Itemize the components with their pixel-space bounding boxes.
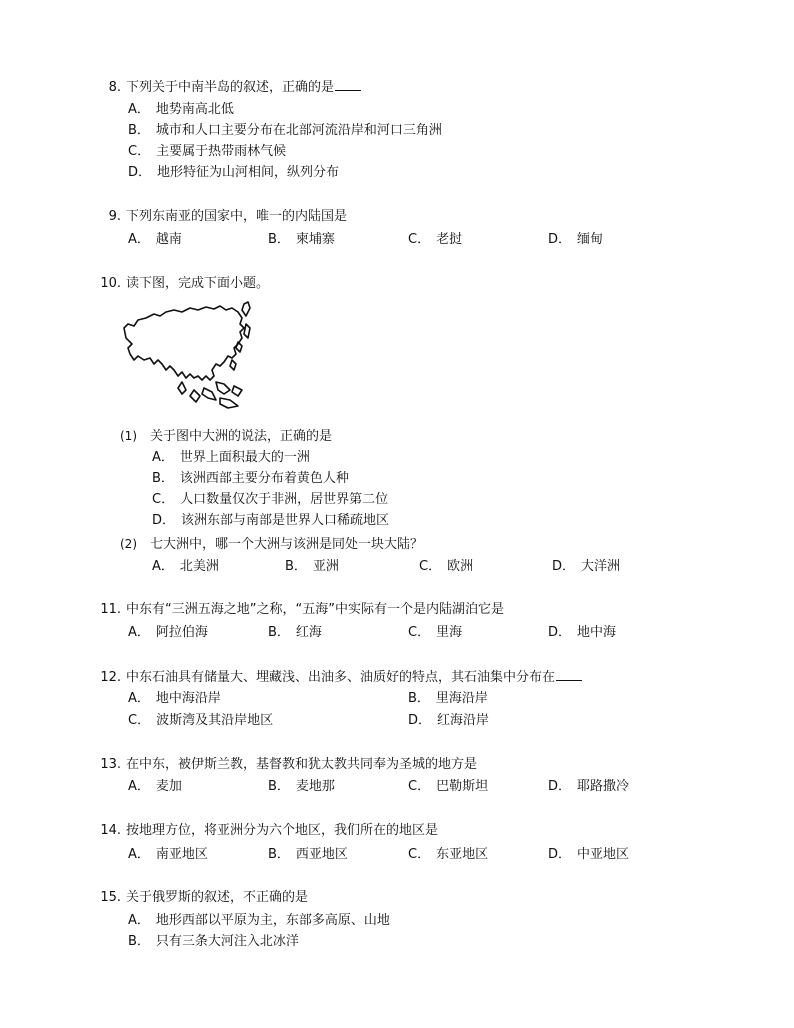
asia-outline-map [120, 298, 255, 413]
question-stem [99, 822, 438, 840]
subquestion-2-stem [120, 535, 423, 554]
option-b[interactable]: B． 柬埔寨 [268, 232, 335, 247]
option-a[interactable]: A． 世界上面积最大的一洲 [152, 450, 310, 465]
question-number: 14. [100, 823, 121, 838]
option-a[interactable]: A． 地势南高北低 [128, 102, 234, 117]
answer-blank [556, 668, 582, 681]
option-a[interactable]: A． 南亚地区 [128, 847, 208, 862]
question-number: 9. [108, 209, 121, 224]
option-c[interactable]: C． 主要属于热带雨林气候 [128, 144, 287, 159]
option-c[interactable]: C． 里海 [408, 625, 463, 640]
option-c[interactable]: C． 欧洲 [419, 559, 474, 574]
question-number: 13. [100, 757, 121, 772]
question-stem [99, 756, 477, 774]
subquestion-number: (2) [120, 537, 137, 551]
option-d[interactable]: D． 大洋洲 [552, 559, 621, 574]
option-c[interactable]: C． 老挝 [408, 232, 463, 247]
question-stem [99, 275, 269, 293]
option-b[interactable]: B． 该洲西部主要分布着黄色人种 [152, 471, 349, 486]
question-number: 12. [100, 670, 121, 685]
option-b[interactable]: B． 只有三条大河注入北冰洋 [128, 934, 299, 949]
question-stem [99, 889, 308, 907]
option-b[interactable]: B． 西亚地区 [268, 847, 348, 862]
option-b[interactable]: B． 里海沿岸 [408, 691, 488, 706]
option-c[interactable]: C． 东亚地区 [408, 847, 489, 862]
subquestion-number: (1) [120, 429, 137, 443]
question-number: 8. [108, 80, 121, 95]
answer-blank [335, 78, 361, 91]
question-text: 下列东南亚的国家中，唯一的内陆国是 [126, 209, 348, 224]
question-text: 下列关于中南半岛的叙述，正确的是 [126, 80, 335, 95]
question-number: 15. [100, 890, 121, 905]
question-stem [99, 78, 361, 97]
question-number: 11. [100, 602, 121, 617]
option-b[interactable]: B． 红海 [268, 625, 322, 640]
option-b[interactable]: B． 麦地那 [268, 779, 335, 794]
subquestion-text: 七大洲中，哪一个大洲与该洲是同处一块大陆？ [150, 537, 424, 552]
subquestion-text: 关于图中大洲的说法，正确的是 [150, 429, 333, 444]
subquestion-1-stem [120, 427, 332, 446]
option-d[interactable]: D． 该洲东部与南部是世界人口稀疏地区 [152, 513, 390, 528]
option-a[interactable]: A． 北美洲 [152, 559, 219, 574]
question-stem [99, 601, 504, 619]
option-c[interactable]: C． 巴勒斯坦 [408, 779, 489, 794]
option-a[interactable]: A． 地中海沿岸 [128, 691, 221, 706]
question-number: 10. [100, 276, 121, 291]
option-b[interactable]: B． 城市和人口主要分布在北部河流沿岸和河口三角洲 [128, 123, 442, 138]
option-d[interactable]: D． 红海沿岸 [408, 713, 490, 728]
question-stem [99, 208, 347, 226]
option-d[interactable]: D． 中亚地区 [548, 847, 630, 862]
option-a[interactable]: A． 麦加 [128, 779, 182, 794]
option-d[interactable]: D． 缅甸 [548, 232, 604, 247]
option-a[interactable]: A． 地形西部以平原为主，东部多高原、山地 [128, 913, 390, 928]
option-a[interactable]: A． 越南 [128, 232, 182, 247]
question-text: 读下图，完成下面小题。 [126, 276, 270, 291]
question-text: 在中东，被伊斯兰教，基督教和犹太教共同奉为圣城的地方是 [126, 757, 478, 772]
option-c[interactable]: C． 人口数量仅次于非洲，居世界第二位 [152, 492, 389, 507]
option-d[interactable]: D． 地形特征为山河相间，纵列分布 [128, 165, 340, 180]
option-d[interactable]: D． 耶路撒冷 [548, 779, 630, 794]
question-text: 中东石油具有储量大、埋藏浅、出油多、油质好的特点，其石油集中分布在 [126, 670, 556, 685]
question-text: 按地理方位，将亚洲分为六个地区，我们所在的地区是 [126, 823, 439, 838]
question-stem [99, 668, 582, 687]
question-text: 中东有“三洲五海之地”之称，“五海”中实际有一个是内陆湖泊它是 [126, 602, 504, 617]
option-d[interactable]: D． 地中海 [548, 625, 617, 640]
option-c[interactable]: C． 波斯湾及其沿岸地区 [128, 713, 274, 728]
question-text: 关于俄罗斯的叙述，不正确的是 [126, 890, 309, 905]
option-a[interactable]: A． 阿拉伯海 [128, 625, 208, 640]
option-b[interactable]: B． 亚洲 [285, 559, 339, 574]
